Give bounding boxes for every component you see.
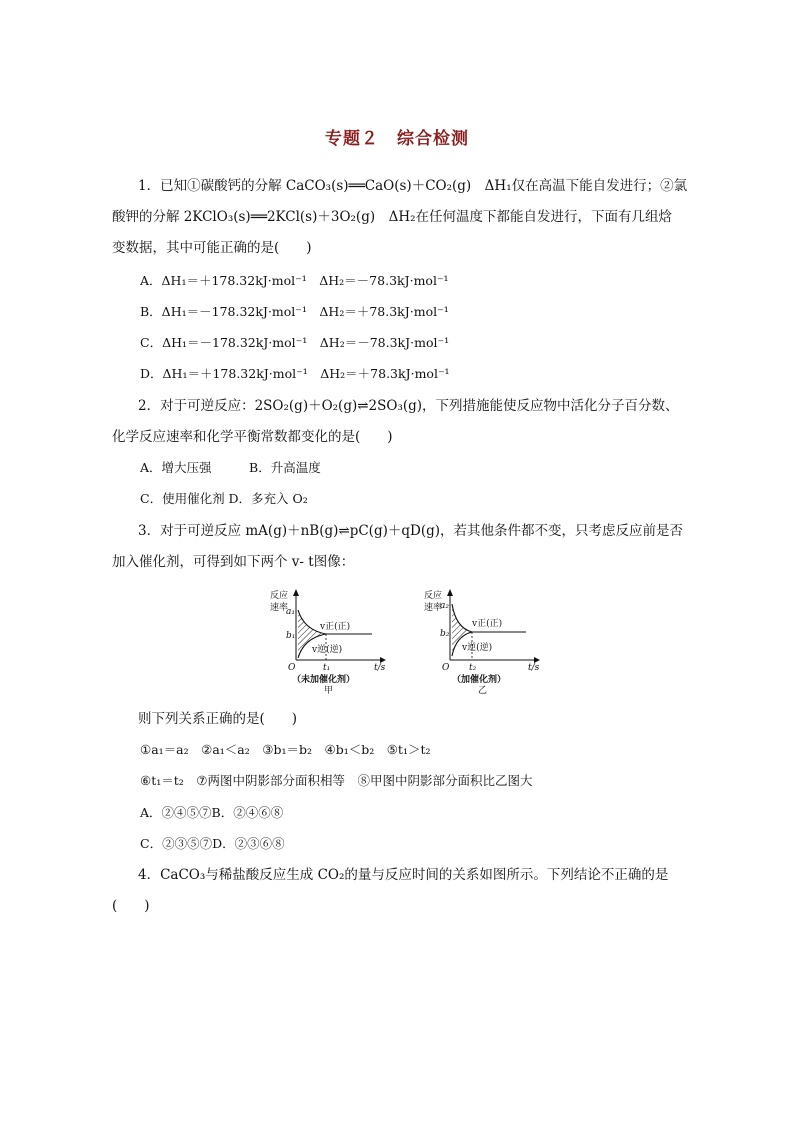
q2-options-ab: A．增大压强 B．升高温度 bbox=[140, 460, 321, 475]
q2-line2: 化学反应速率和化学平衡常数都变化的是( ) bbox=[112, 429, 393, 445]
vt-figure bbox=[262, 584, 562, 696]
q3-options-cd: C．②③⑤⑦D．②③⑥⑧ bbox=[140, 836, 285, 851]
q4-line1: 4．CaCO₃与稀盐酸反应生成 CO₂的量与反应时间的关系如图所示。下列结论不正确的是 bbox=[138, 867, 669, 883]
q1-option-a: A．ΔH₁＝＋178.32kJ·mol⁻¹ ΔH₂＝－78.3kJ·mol⁻¹ bbox=[140, 273, 449, 288]
label-v-forward: v正(正) bbox=[472, 619, 503, 629]
label-b1: b₁ bbox=[286, 631, 296, 641]
label-a1: a₁ bbox=[286, 607, 295, 617]
label-v-forward: v正(正) bbox=[320, 622, 351, 632]
label-v-reverse: v逆(逆) bbox=[312, 645, 343, 655]
q1-option-c: C．ΔH₁＝－178.32kJ·mol⁻¹ ΔH₂＝－78.3kJ·mol⁻¹ bbox=[140, 335, 450, 350]
ylabel-bottom: 速率 bbox=[270, 603, 289, 613]
q4-line2: ( ) bbox=[112, 898, 150, 914]
q1-option-b: B．ΔH₁＝－178.32kJ·mol⁻¹ ΔH₂＝＋78.3kJ·mol⁻¹ bbox=[140, 304, 449, 319]
y-arrow bbox=[293, 589, 299, 596]
q1-option-d: D．ΔH₁＝＋178.32kJ·mol⁻¹ ΔH₂＝＋78.3kJ·mol⁻¹ bbox=[140, 366, 450, 381]
graph-left bbox=[270, 589, 386, 696]
q3-statements-1: ①a₁＝a₂ ②a₁＜a₂ ③b₁＝b₂ ④b₁＜b₂ ⑤t₁＞t₂ bbox=[140, 742, 431, 757]
label-origin: O bbox=[288, 663, 296, 673]
label-t1: t₁ bbox=[323, 663, 331, 673]
graph-name-right: 乙 bbox=[478, 686, 488, 696]
caption-left: （未加催化剂） bbox=[292, 675, 356, 685]
y-arrow bbox=[447, 589, 453, 596]
q3-line1: 3．对于可逆反应 mA(g)＋nB(g)⇌pC(g)＋qD(g)，若其他条件都不变，只考虑反应前是否 bbox=[138, 523, 683, 539]
label-xunit: t/s bbox=[528, 663, 540, 673]
q3-options-ab: A．②④⑤⑦B．②④⑥⑧ bbox=[140, 805, 284, 820]
label-a2: a₂ bbox=[440, 601, 449, 611]
label-t2: t₂ bbox=[469, 663, 477, 673]
q1-line3: 变数据，其中可能正确的是( ) bbox=[112, 240, 312, 256]
ylabel-top: 反应 bbox=[270, 591, 289, 601]
page-title: 专题２ 综合检测 bbox=[325, 129, 469, 149]
q2-options-cd: C．使用催化剂 D．多充入 O₂ bbox=[140, 491, 308, 506]
q3-statements-2: ⑥t₁＝t₂ ⑦两图中阴影部分面积相等 ⑧甲图中阴影部分面积比乙图大 bbox=[140, 773, 533, 788]
label-v-reverse: v逆(逆) bbox=[462, 643, 493, 653]
shaded-region-upper bbox=[452, 604, 472, 632]
q1-line2: 酸钾的分解 2KClO₃(s)══2KCl(s)＋3O₂(g) ΔH₂在任何温度下都能自发进行，下面有几组焓 bbox=[112, 209, 673, 225]
caption-right: （加催化剂） bbox=[452, 675, 507, 685]
label-xunit: t/s bbox=[374, 663, 386, 673]
q3-line2: 加入催化剂，可得到如下两个 v- t图像： bbox=[112, 554, 355, 570]
q1-line1: 1．已知①碳酸钙的分解 CaCO₃(s)══CaO(s)＋CO₂(g) ΔH₁仅在高温下能自发进行；②氯 bbox=[138, 178, 688, 194]
label-b2: b₂ bbox=[440, 629, 450, 639]
q2-line1: 2．对于可逆反应：2SO₂(g)＋O₂(g)⇌2SO₃(g)，下列措施能使反应物中活化分子百分数、 bbox=[138, 398, 679, 414]
graph-name-left: 甲 bbox=[324, 686, 334, 696]
ylabel-bottom: 速率 bbox=[424, 603, 443, 613]
vt-graphs-svg bbox=[262, 584, 562, 696]
ylabel-top: 反应 bbox=[424, 591, 443, 601]
q3-ask: 则下列关系正确的是( ) bbox=[138, 711, 298, 727]
graph-right bbox=[424, 589, 540, 696]
label-origin: O bbox=[442, 663, 450, 673]
